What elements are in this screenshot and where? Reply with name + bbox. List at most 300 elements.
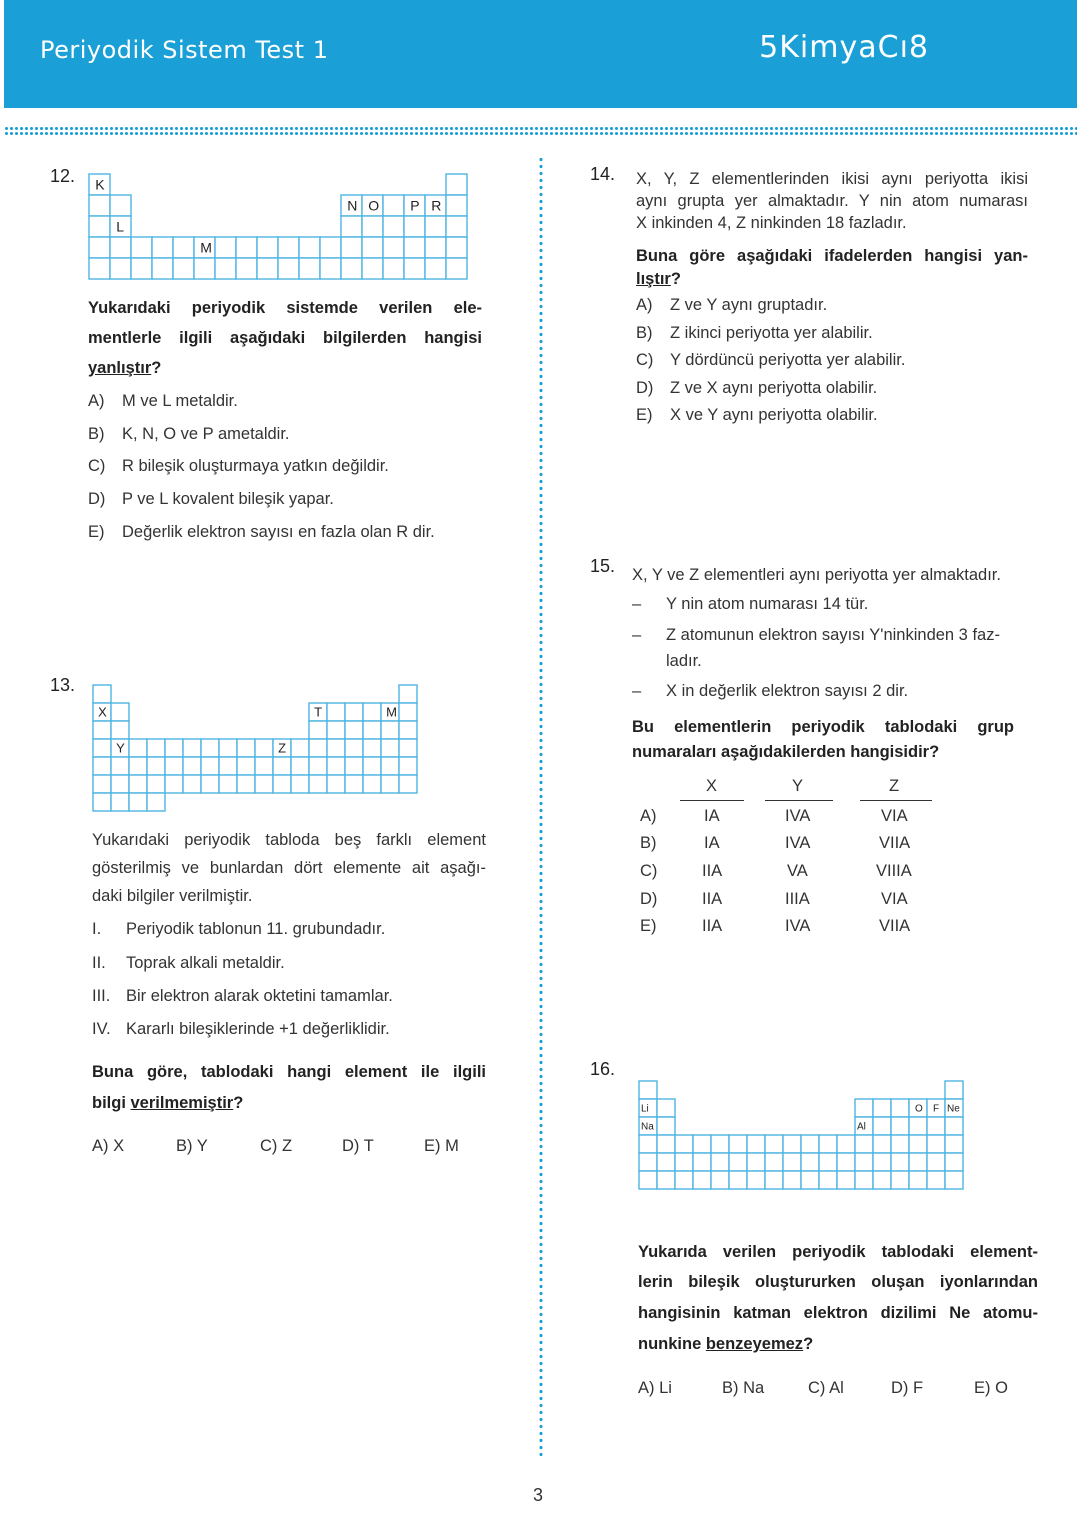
element-symbol: T	[314, 704, 323, 720]
q13-intro-line2: gösterilmiş ve bunlardan dört elemente ait aşağı-	[92, 859, 486, 877]
q15-bullet-dash: –	[632, 595, 642, 613]
table-cell	[219, 757, 237, 775]
table-cell	[273, 775, 291, 793]
table-cell	[111, 775, 129, 793]
table-cell	[165, 775, 183, 793]
table-cell	[273, 757, 291, 775]
q12-option-a[interactable]	[88, 392, 238, 411]
q12-option-letter: E)	[88, 523, 105, 541]
q14-question-line2	[636, 268, 681, 290]
table-cell	[381, 775, 399, 793]
table-cell	[945, 1081, 963, 1099]
q12-option-e[interactable]	[88, 523, 435, 542]
table-cell	[291, 757, 309, 775]
element-symbol: F	[933, 1103, 940, 1115]
q13-statement-3	[92, 987, 393, 1006]
q15-bullet-dash: –	[632, 626, 642, 644]
table-cell	[291, 739, 309, 757]
q14-option-e[interactable]	[636, 406, 878, 425]
q15-cell-y: IVA	[785, 834, 811, 852]
table-cell	[801, 1135, 819, 1153]
table-cell	[110, 237, 131, 258]
table-cell	[93, 793, 111, 811]
q13-question-prefix: bilgi	[92, 1094, 131, 1112]
table-cell	[399, 703, 417, 721]
q13-option-b[interactable]: B) Y	[176, 1137, 208, 1155]
table-cell	[147, 775, 165, 793]
table-cell	[257, 237, 278, 258]
table-cell	[110, 195, 131, 216]
table-cell	[173, 258, 194, 279]
page-number: 3	[533, 1485, 544, 1505]
table-cell	[891, 1153, 909, 1171]
q12-option-letter: B)	[88, 425, 105, 443]
table-cell	[873, 1153, 891, 1171]
table-cell	[693, 1171, 711, 1189]
table-cell	[255, 775, 273, 793]
table-cell	[909, 1153, 927, 1171]
q14-stem-line2: aynı grupta yer almaktadır. Y nin atom numarası	[636, 192, 1028, 210]
q15-bullet-3	[632, 682, 908, 701]
q16-question-underlined: benzeyemez	[705, 1335, 804, 1353]
table-cell	[93, 775, 111, 793]
table-cell	[131, 258, 152, 279]
table-cell	[891, 1135, 909, 1153]
q15-cell-x: IIA	[702, 917, 723, 935]
table-cell	[446, 237, 467, 258]
q15-bullet-text: Z atomunun elektron sayısı Y'ninkinden 3 faz-	[666, 626, 1000, 644]
q13-statement-4	[92, 1020, 390, 1039]
q13-intro-line3: daki bilgiler verilmiştir.	[92, 887, 253, 905]
table-cell	[783, 1171, 801, 1189]
q14-option-c[interactable]	[636, 351, 905, 370]
q14-option-text: Z ve Y aynı gruptadır.	[670, 296, 828, 314]
q16-option-c[interactable]: C) Al	[808, 1379, 844, 1397]
q15-bullet-text: X in değerlik elektron sayısı 2 dir.	[666, 682, 909, 700]
table-cell	[278, 237, 299, 258]
element-symbol: M	[200, 239, 212, 256]
q13-option-e[interactable]: E) M	[424, 1137, 459, 1155]
q15-option-letter: C)	[640, 862, 658, 880]
table-cell	[341, 237, 362, 258]
table-cell	[129, 739, 147, 757]
q13-number: 13.	[50, 675, 76, 695]
q16-option-d[interactable]: D) F	[891, 1379, 924, 1397]
q13-question-line1: Buna göre, tablodaki hangi element ile ilgili	[92, 1063, 486, 1081]
table-cell	[783, 1153, 801, 1171]
table-cell	[341, 216, 362, 237]
q15-option-letter: E)	[640, 917, 657, 935]
element-symbol: O	[368, 197, 380, 214]
q12-stem-line2: mentlerle ilgili aşağıdaki bilgilerden hangisi	[88, 329, 482, 347]
brand-logo-text: 5KimyaCı8	[759, 30, 929, 65]
table-cell	[147, 793, 165, 811]
table-cell	[693, 1135, 711, 1153]
table-cell	[341, 258, 362, 279]
q15-table-header-x: X	[706, 777, 718, 795]
q12-option-text: Değerlik elektron sayısı en fazla olan R dir.	[122, 523, 435, 541]
table-cell	[675, 1135, 693, 1153]
q13-intro-line1: Yukarıdaki periyodik tabloda beş farklı element	[92, 831, 486, 849]
q12-option-d[interactable]	[88, 490, 334, 509]
q15-bullet-2	[632, 626, 1000, 645]
table-cell	[327, 721, 345, 739]
q14-question-underlined: lıştır	[636, 270, 671, 288]
table-cell	[152, 237, 173, 258]
table-cell	[363, 775, 381, 793]
q15-cell-x: IIA	[702, 890, 723, 908]
table-cell	[215, 237, 236, 258]
table-cell	[309, 739, 327, 757]
q14-option-text: Z ikinci periyotta yer alabilir.	[670, 324, 873, 342]
q16-option-b[interactable]: B) Na	[722, 1379, 765, 1397]
table-cell	[129, 757, 147, 775]
q14-option-d[interactable]	[636, 379, 877, 398]
q15-cell-z: VIIIA	[876, 862, 912, 880]
table-cell	[446, 195, 467, 216]
q12-stem-underlined: yanlıştır	[88, 359, 152, 377]
table-cell	[327, 703, 345, 721]
q13-statement-1	[92, 920, 385, 939]
table-cell	[309, 721, 327, 739]
element-symbol: N	[347, 197, 358, 214]
table-cell	[255, 757, 273, 775]
table-cell	[345, 721, 363, 739]
table-cell	[404, 237, 425, 258]
table-cell	[255, 739, 273, 757]
q14-option-a[interactable]	[636, 296, 827, 315]
table-cell	[89, 195, 110, 216]
table-cell	[147, 739, 165, 757]
table-cell	[657, 1135, 675, 1153]
q13-statement-num: II.	[92, 954, 106, 972]
table-cell	[404, 258, 425, 279]
table-cell	[425, 216, 446, 237]
q15-table-rule-x	[680, 800, 744, 801]
table-cell	[237, 775, 255, 793]
table-cell	[309, 775, 327, 793]
table-cell	[219, 739, 237, 757]
q15-table-header-y: Y	[792, 777, 804, 795]
table-cell	[320, 237, 341, 258]
element-symbol: Z	[278, 740, 287, 756]
q15-stem: X, Y ve Z elementleri aynı periyotta yer almaktadır.	[632, 566, 1001, 584]
q15-bullet-2-cont	[632, 652, 702, 671]
table-cell	[236, 258, 257, 279]
q12-option-letter: C)	[88, 457, 106, 475]
table-cell	[345, 703, 363, 721]
q15-cell-y: VA	[787, 862, 808, 880]
table-cell	[639, 1171, 657, 1189]
table-cell	[327, 739, 345, 757]
table-cell	[201, 757, 219, 775]
table-cell	[729, 1153, 747, 1171]
table-cell	[131, 237, 152, 258]
q14-option-letter: E)	[636, 406, 653, 424]
table-cell	[183, 757, 201, 775]
q16-number: 16.	[590, 1059, 616, 1079]
table-cell	[383, 195, 404, 216]
q15-question-line2: numaraları aşağıdakilerden hangisidir?	[632, 743, 940, 761]
q14-option-text: X ve Y aynı periyotta olabilir.	[670, 406, 878, 424]
table-cell	[855, 1099, 873, 1117]
table-cell	[309, 757, 327, 775]
q12-option-text: R bileşik oluşturmaya yatkın değildir.	[122, 457, 389, 475]
table-cell	[855, 1153, 873, 1171]
table-cell	[194, 258, 215, 279]
q13-statement-text: Bir elektron alarak oktetini tamamlar.	[126, 987, 393, 1005]
table-cell	[383, 237, 404, 258]
q15-cell-x: IA	[704, 834, 720, 852]
table-cell	[399, 757, 417, 775]
q12-option-c[interactable]	[88, 457, 389, 476]
element-symbol: Al	[857, 1121, 866, 1133]
table-cell	[909, 1171, 927, 1189]
q13-statement-num: IV.	[92, 1020, 111, 1038]
table-cell	[765, 1171, 783, 1189]
table-cell	[278, 258, 299, 279]
table-cell	[89, 237, 110, 258]
q13-statement-num: I.	[92, 920, 102, 938]
table-cell	[383, 216, 404, 237]
table-cell	[639, 1153, 657, 1171]
q14-option-text: Z ve X aynı periyotta olabilir.	[670, 379, 878, 397]
table-cell	[819, 1171, 837, 1189]
q13-option-d[interactable]: D) T	[342, 1137, 374, 1155]
table-cell	[837, 1153, 855, 1171]
table-cell	[765, 1135, 783, 1153]
table-cell	[425, 258, 446, 279]
table-cell	[801, 1171, 819, 1189]
q12-option-text: P ve L kovalent bileşik yapar.	[122, 490, 334, 508]
table-cell	[399, 775, 417, 793]
table-cell	[873, 1171, 891, 1189]
q16-question-line3: hangisinin katman elektron dizilimi Ne atomu-	[638, 1304, 1038, 1322]
element-symbol: Ne	[947, 1103, 960, 1115]
q15-bullet-text: ladır.	[666, 652, 702, 670]
table-cell	[111, 721, 129, 739]
table-cell	[165, 757, 183, 775]
table-cell	[129, 775, 147, 793]
q16-option-a[interactable]: A) Li	[638, 1379, 672, 1397]
q14-question-qmark: ?	[670, 270, 681, 288]
table-cell	[891, 1171, 909, 1189]
table-cell	[801, 1153, 819, 1171]
q15-table-rule-y	[765, 800, 833, 801]
table-cell	[693, 1153, 711, 1171]
table-cell	[927, 1171, 945, 1189]
table-cell	[639, 1135, 657, 1153]
table-cell	[399, 685, 417, 703]
table-cell	[747, 1171, 765, 1189]
table-cell	[111, 793, 129, 811]
column-dotted-divider	[538, 156, 544, 1456]
table-cell	[855, 1135, 873, 1153]
element-symbol: O	[915, 1103, 923, 1115]
q14-option-b[interactable]	[636, 324, 873, 343]
q15-cell-z: VIIA	[879, 834, 911, 852]
table-cell	[819, 1153, 837, 1171]
table-cell	[345, 757, 363, 775]
q15-bullet-text: Y nin atom numarası 14 tür.	[666, 595, 869, 613]
table-cell	[362, 237, 383, 258]
table-cell	[93, 739, 111, 757]
q12-option-text: M ve L metaldir.	[122, 392, 238, 410]
table-cell	[711, 1135, 729, 1153]
table-cell	[111, 757, 129, 775]
q12-periodic-table	[88, 173, 468, 280]
q14-option-letter: C)	[636, 351, 654, 369]
table-cell	[945, 1153, 963, 1171]
q15-table-header-z: Z	[889, 777, 900, 795]
q14-option-letter: B)	[636, 324, 653, 342]
table-cell	[446, 174, 467, 195]
q14-stem-line1: X, Y, Z elementlerinden ikisi aynı periyotta ikisi	[636, 170, 1028, 188]
table-cell	[837, 1135, 855, 1153]
header-dotted-divider	[4, 126, 1077, 136]
table-cell	[657, 1171, 675, 1189]
q14-number: 14.	[590, 164, 616, 184]
q15-cell-x: IA	[704, 807, 720, 825]
q15-cell-z: VIIA	[879, 917, 911, 935]
q16-question-prefix: nunkine	[638, 1335, 706, 1353]
table-cell	[111, 703, 129, 721]
element-symbol: Na	[641, 1121, 654, 1133]
q13-option-c[interactable]: C) Z	[260, 1137, 293, 1155]
q15-number: 15.	[590, 556, 616, 576]
table-cell	[363, 739, 381, 757]
table-cell	[291, 775, 309, 793]
table-cell	[945, 1171, 963, 1189]
table-cell	[147, 757, 165, 775]
q15-cell-y: IVA	[785, 917, 811, 935]
table-cell	[201, 739, 219, 757]
table-cell	[927, 1117, 945, 1135]
q12-option-letter: A)	[88, 392, 105, 410]
q15-option-letter: B)	[640, 834, 657, 852]
table-cell	[927, 1153, 945, 1171]
table-cell	[363, 757, 381, 775]
q12-stem-line3	[88, 357, 161, 379]
q13-periodic-table	[92, 684, 418, 812]
table-cell	[215, 258, 236, 279]
table-cell	[93, 721, 111, 739]
table-cell	[711, 1153, 729, 1171]
q15-cell-y: IVA	[785, 807, 811, 825]
element-symbol: X	[98, 704, 107, 720]
table-cell	[711, 1171, 729, 1189]
table-cell	[855, 1171, 873, 1189]
q15-question-line1: Bu elementlerin periyodik tablodaki grup	[632, 718, 1014, 736]
table-cell	[837, 1171, 855, 1189]
q13-statement-text: Toprak alkali metaldir.	[126, 954, 285, 972]
table-cell	[237, 757, 255, 775]
table-cell	[381, 739, 399, 757]
table-cell	[110, 258, 131, 279]
q12-stem-qmark: ?	[151, 359, 162, 377]
table-cell	[93, 757, 111, 775]
element-symbol: M	[386, 704, 397, 720]
table-cell	[183, 739, 201, 757]
q13-statement-text: Kararlı bileşiklerinde +1 değerliklidir.	[126, 1020, 390, 1038]
table-cell	[399, 721, 417, 739]
table-cell	[327, 775, 345, 793]
table-cell	[657, 1117, 675, 1135]
table-cell	[237, 739, 255, 757]
q13-option-a[interactable]: A) X	[92, 1137, 125, 1155]
q16-question-qmark: ?	[803, 1335, 814, 1353]
table-cell	[783, 1135, 801, 1153]
table-cell	[299, 258, 320, 279]
table-cell	[345, 775, 363, 793]
table-cell	[639, 1081, 657, 1099]
table-cell	[399, 739, 417, 757]
table-cell	[327, 757, 345, 775]
table-cell	[363, 703, 381, 721]
q15-bullet-dash: –	[632, 682, 642, 700]
q16-question-line2: lerin bileşik oluştururken oluşan iyonlarından	[638, 1273, 1038, 1291]
q16-option-e[interactable]: E) O	[974, 1379, 1008, 1397]
element-symbol: L	[116, 218, 125, 235]
q15-table-rule-z	[860, 800, 932, 801]
table-cell	[383, 258, 404, 279]
q16-periodic-table	[638, 1080, 964, 1190]
table-cell	[729, 1171, 747, 1189]
table-cell	[657, 1153, 675, 1171]
q15-cell-z: VIA	[881, 807, 908, 825]
table-cell	[675, 1153, 693, 1171]
table-cell	[362, 258, 383, 279]
q14-option-text: Y dördüncü periyotta yer alabilir.	[670, 351, 906, 369]
table-cell	[909, 1117, 927, 1135]
table-cell	[446, 258, 467, 279]
q13-question-line2	[92, 1092, 243, 1114]
table-cell	[891, 1117, 909, 1135]
table-cell	[345, 739, 363, 757]
table-cell	[747, 1153, 765, 1171]
table-cell	[381, 721, 399, 739]
table-cell	[299, 237, 320, 258]
q16-question-line4	[638, 1333, 813, 1355]
table-cell	[183, 775, 201, 793]
table-cell	[219, 775, 237, 793]
table-cell	[93, 685, 111, 703]
table-cell	[152, 258, 173, 279]
table-cell	[425, 237, 446, 258]
q15-bullet-1	[632, 595, 868, 614]
q13-question-qmark: ?	[233, 1094, 244, 1112]
table-cell	[945, 1135, 963, 1153]
q15-cell-z: VIA	[881, 890, 908, 908]
element-symbol: Li	[641, 1103, 649, 1115]
table-cell	[201, 775, 219, 793]
q13-statement-num: III.	[92, 987, 111, 1005]
q12-option-letter: D)	[88, 490, 106, 508]
table-cell	[129, 793, 147, 811]
q12-option-b[interactable]	[88, 425, 290, 444]
q15-option-letter: A)	[640, 807, 657, 825]
element-symbol: R	[431, 197, 442, 214]
element-symbol: P	[410, 197, 420, 214]
table-cell	[257, 258, 278, 279]
q12-number: 12.	[50, 166, 76, 186]
table-cell	[927, 1135, 945, 1153]
q12-option-text: K, N, O ve P ametaldir.	[122, 425, 290, 443]
table-cell	[675, 1171, 693, 1189]
q14-option-letter: D)	[636, 379, 654, 397]
header-banner	[4, 0, 1077, 108]
q13-question-underlined: verilmemiştir	[130, 1094, 234, 1112]
